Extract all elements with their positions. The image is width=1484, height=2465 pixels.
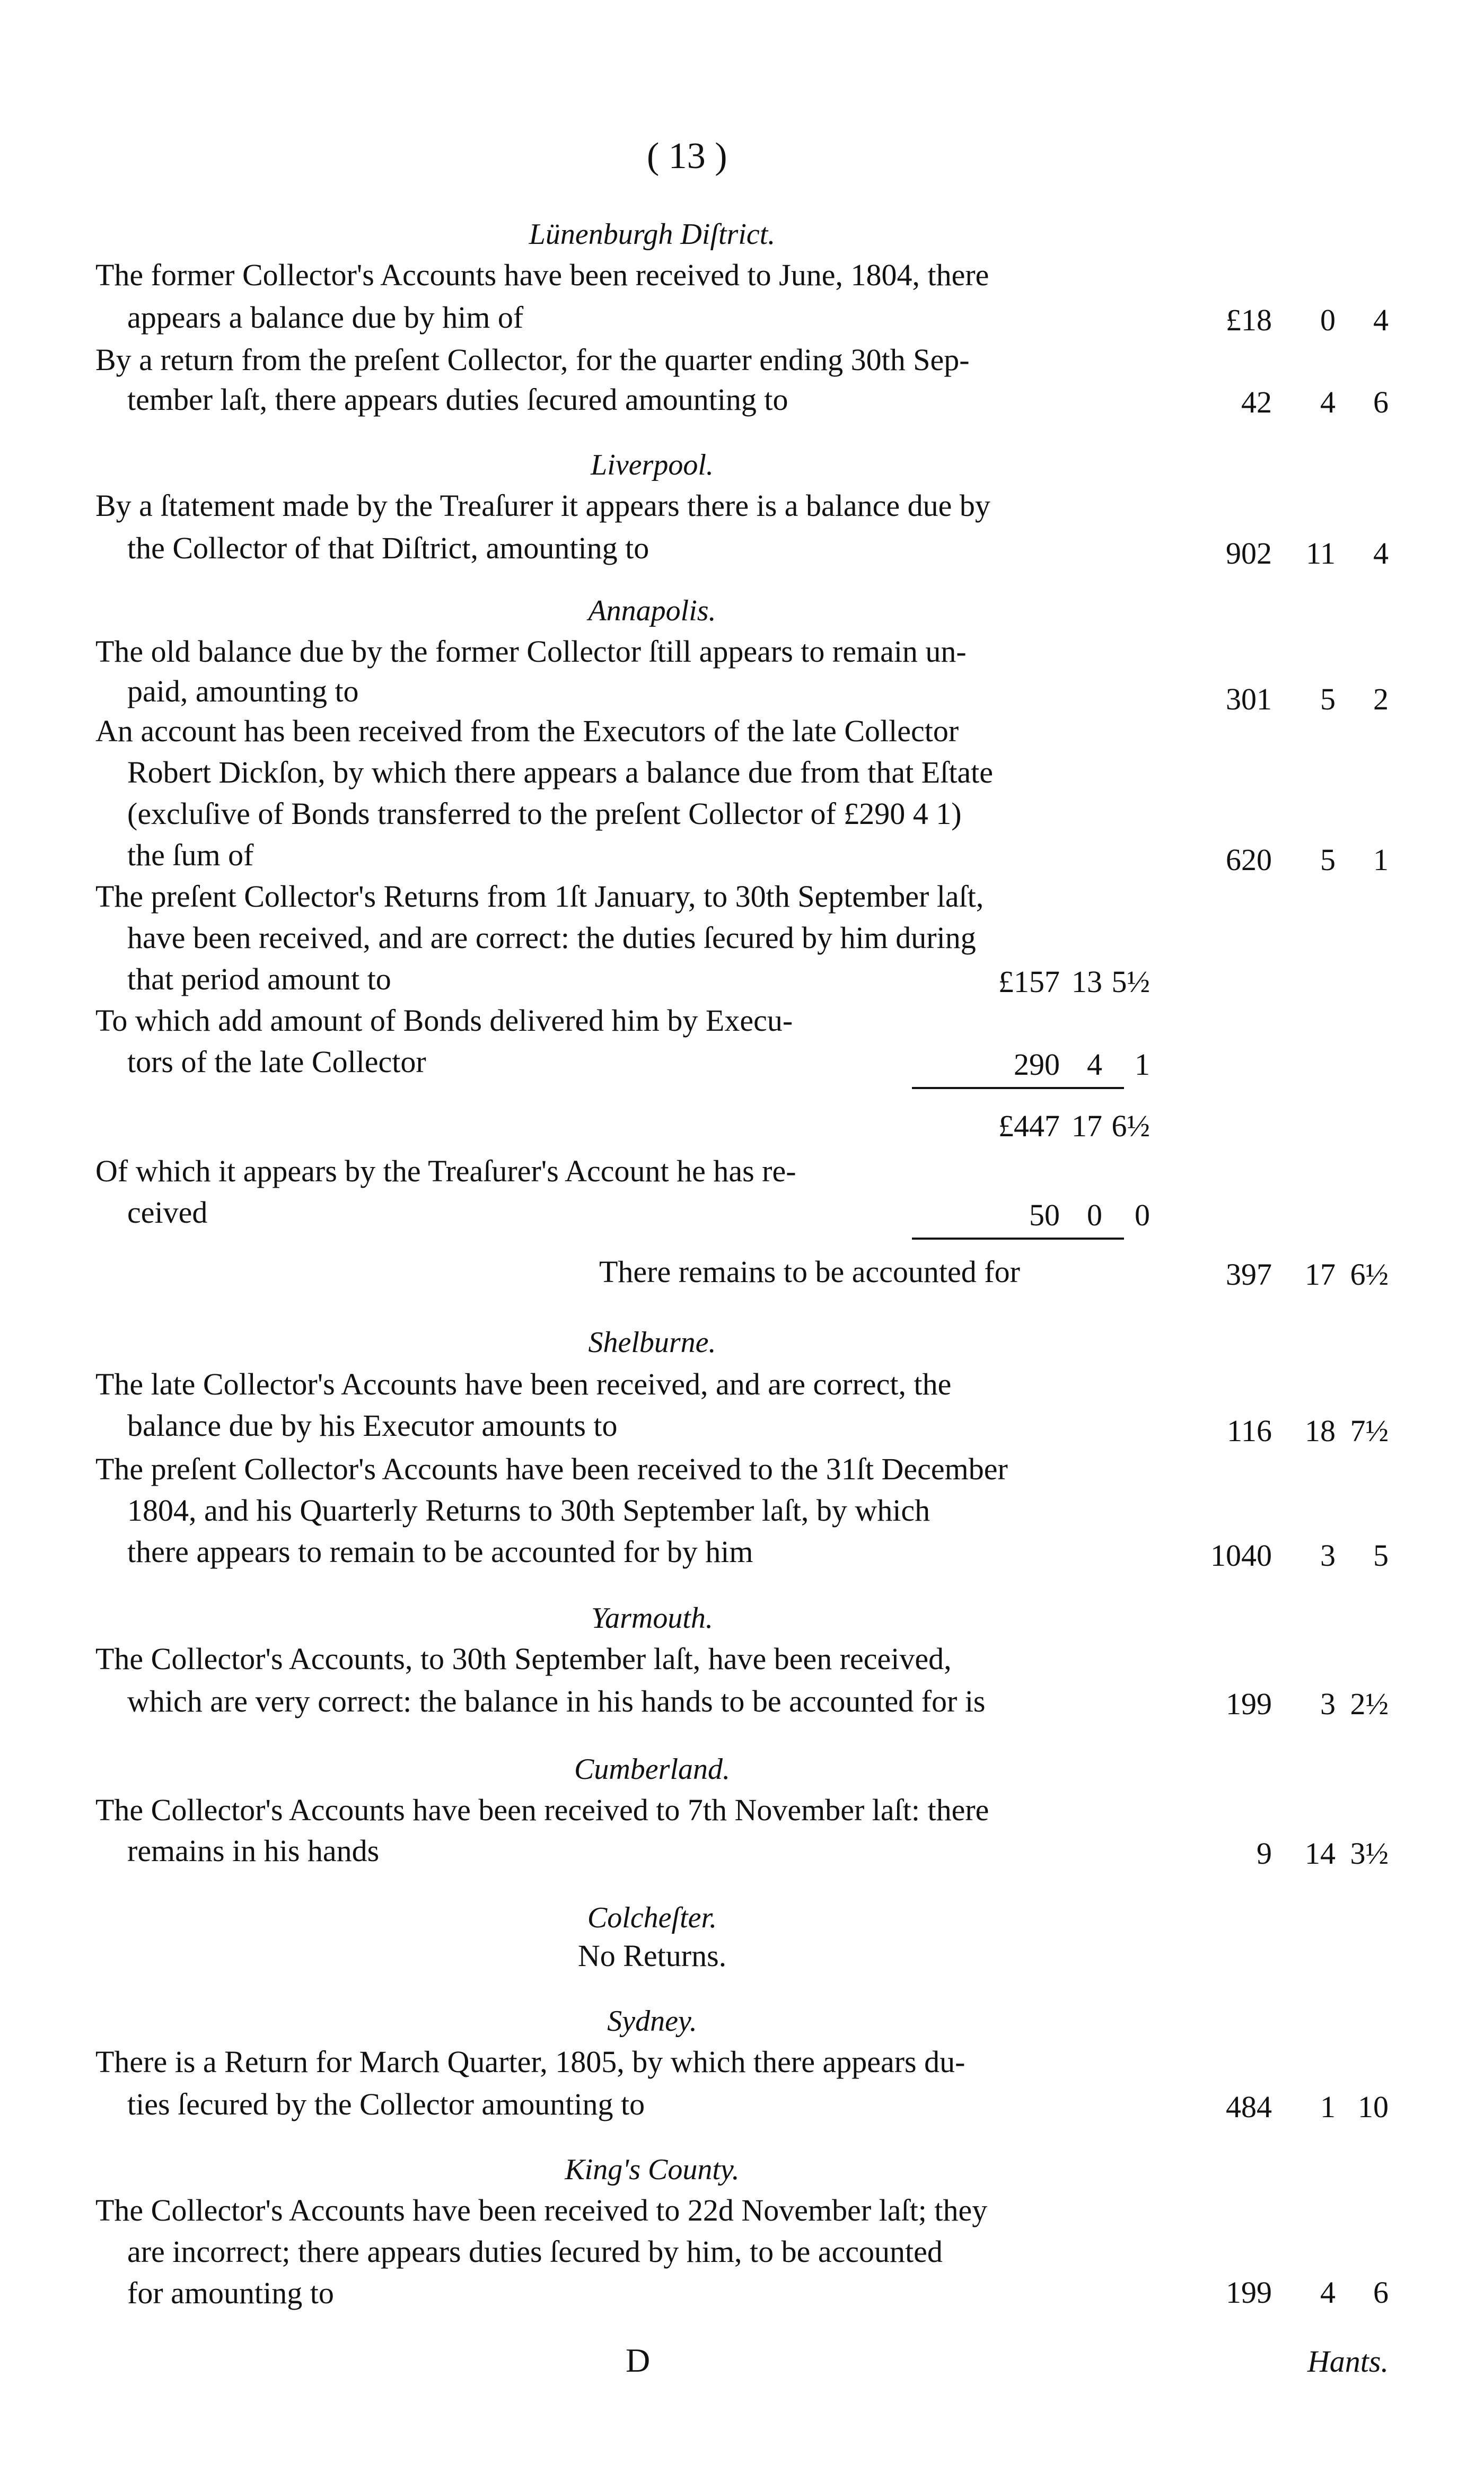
amount-shillings: 14 xyxy=(1305,1836,1336,1871)
annapolis-p4-line1: To which add amount of Bonds delivered him by Execu- xyxy=(95,1003,793,1038)
remains-shillings: 17 xyxy=(1305,1257,1336,1292)
inner-amount-pence: 5½ xyxy=(1111,964,1150,999)
inner-amount-shillings: 13 xyxy=(1072,964,1102,999)
annapolis-p1-line2: paid, amounting to xyxy=(127,674,359,708)
amount-pounds: 1040 xyxy=(1210,1538,1272,1573)
amount-pence: 2 xyxy=(1373,682,1389,716)
kings-county-p1-line2: are incorrect; there appears duties ſecured by him, to be accounted xyxy=(127,2234,943,2269)
amount-pence: 1 xyxy=(1373,843,1389,877)
annapolis-p5-line1: Of which it appears by the Treaſurer's Account he has re- xyxy=(95,1154,796,1188)
amount-pounds: 9 xyxy=(1257,1836,1272,1871)
amount-pounds: 301 xyxy=(1226,682,1272,716)
liverpool-p1-line1: By a ſtatement made by the Treaſurer it appears there is a balance due by xyxy=(95,488,990,523)
amount-shillings: 3 xyxy=(1320,1687,1336,1721)
annapolis-p2-line3: (excluſive of Bonds transferred to the preſent Collector of £290 4 1) xyxy=(127,796,962,831)
amount-pence: 4 xyxy=(1373,536,1389,571)
signature-mark: D xyxy=(626,2341,651,2379)
heading-yarmouth: Yarmouth. xyxy=(591,1602,713,1635)
heading-lunenburgh: Lünenburgh Diſtrict. xyxy=(529,218,776,251)
liverpool-p1-line2: the Collector of that Diſtrict, amounting to xyxy=(127,531,649,565)
amount-shillings: 1 xyxy=(1320,2090,1336,2124)
sydney-p1-line2: ties ſecured by the Collector amounting to xyxy=(127,2087,645,2121)
amount-shillings: 11 xyxy=(1306,536,1336,571)
annapolis-p5-line2: ceived xyxy=(127,1195,208,1230)
amount-shillings: 3 xyxy=(1320,1538,1336,1573)
annapolis-p3-line2: have been received, and are correct: the duties ſecured by him during xyxy=(127,920,976,955)
heading-sydney: Sydney. xyxy=(607,2005,697,2038)
inner-amount-pence: 1 xyxy=(1135,1047,1150,1082)
amount-shillings: 5 xyxy=(1320,843,1336,877)
amount-pence: 10 xyxy=(1358,2090,1389,2124)
amount-pounds: 902 xyxy=(1226,536,1272,571)
amount-pounds: 484 xyxy=(1226,2090,1272,2124)
amount-shillings: 4 xyxy=(1320,2275,1336,2310)
amount-pence: 2½ xyxy=(1350,1687,1389,1721)
inner-amount-pounds: 290 xyxy=(1014,1047,1060,1082)
cumberland-p1-line2: remains in his hands xyxy=(127,1834,380,1868)
inner-amount-pence: 0 xyxy=(1135,1198,1150,1232)
amount-pounds: 620 xyxy=(1226,843,1272,877)
amount-shillings: 18 xyxy=(1305,1414,1336,1448)
lunenburgh-p2-line1: By a return from the preſent Collector, for the quarter ending 30th Sep- xyxy=(95,343,970,377)
shelburne-p1-line2: balance due by his Executor amounts to xyxy=(127,1408,618,1443)
amount-pence: 4 xyxy=(1373,303,1389,337)
kings-county-p1-line1: The Collector's Accounts have been received to 22d November laſt; they xyxy=(95,2193,988,2227)
amount-pounds: 116 xyxy=(1227,1414,1272,1448)
subtotal-pence: 6½ xyxy=(1111,1109,1150,1143)
page-number: ( 13 ) xyxy=(647,136,727,177)
annapolis-p2-line1: An account has been received from the Executors of the late Collector xyxy=(95,714,959,748)
inner-amount-pounds: 50 xyxy=(1029,1198,1060,1232)
amount-pence: 7½ xyxy=(1350,1414,1389,1448)
annapolis-p2-line2: Robert Dickſon, by which there appears a balance due from that Eſtate xyxy=(127,755,994,789)
shelburne-p2-line3: there appears to remain to be accounted for by him xyxy=(127,1534,753,1569)
amount-pence: 3½ xyxy=(1350,1836,1389,1871)
subtotal-rule xyxy=(912,1087,1124,1089)
catchword: Hants. xyxy=(1307,2344,1389,2379)
heading-colchester: Colcheſter. xyxy=(587,1901,717,1934)
amount-pounds: 42 xyxy=(1241,385,1272,419)
amount-pence: 6 xyxy=(1373,385,1389,419)
lunenburgh-p1-line1: The former Collector's Accounts have been received to June, 1804, there xyxy=(95,258,989,292)
lunenburgh-p1-line2: appears a balance due by him of xyxy=(127,300,524,335)
amount-pounds: 199 xyxy=(1226,1687,1272,1721)
remains-pounds: 397 xyxy=(1226,1257,1272,1292)
yarmouth-p1-line1: The Collector's Accounts, to 30th September laſt, have been received, xyxy=(95,1642,952,1676)
heading-kings-county: King's County. xyxy=(565,2153,740,2186)
remains-pence: 6½ xyxy=(1350,1257,1389,1292)
heading-cumberland: Cumberland. xyxy=(574,1753,730,1786)
heading-shelburne: Shelburne. xyxy=(588,1326,716,1359)
kings-county-p1-line3: for amounting to xyxy=(127,2276,334,2310)
shelburne-p2-line2: 1804, and his Quarterly Returns to 30th September laſt, by which xyxy=(127,1493,930,1528)
annapolis-p1-line1: The old balance due by the former Collector ſtill appears to remain un- xyxy=(95,634,967,669)
annapolis-p3-line1: The preſent Collector's Returns from 1ſt January, to 30th September laſt, xyxy=(95,879,984,914)
remains-label: There remains to be accounted for xyxy=(599,1255,1020,1289)
yarmouth-p1-line2: which are very correct: the balance in his hands to be accounted for is xyxy=(127,1684,986,1718)
heading-annapolis: Annapolis. xyxy=(588,594,716,627)
annapolis-p4-line2: tors of the late Collector xyxy=(127,1045,426,1079)
amount-shillings: 5 xyxy=(1320,682,1336,716)
inner-amount-shillings: 0 xyxy=(1087,1198,1102,1232)
inner-amount-shillings: 4 xyxy=(1087,1047,1102,1082)
heading-liverpool: Liverpool. xyxy=(591,449,714,481)
colchester-note: No Returns. xyxy=(577,1938,727,1973)
total-rule xyxy=(912,1238,1124,1240)
annapolis-p2-line4: the ſum of xyxy=(127,838,254,872)
amount-pence: 6 xyxy=(1373,2275,1389,2310)
sydney-p1-line1: There is a Return for March Quarter, 1805, by which there appears du- xyxy=(95,2045,965,2079)
subtotal-shillings: 17 xyxy=(1072,1109,1102,1143)
cumberland-p1-line1: The Collector's Accounts have been received to 7th November laſt: there xyxy=(95,1793,989,1827)
shelburne-p1-line1: The late Collector's Accounts have been received, and are correct, the xyxy=(95,1367,952,1401)
amount-shillings: 4 xyxy=(1320,385,1336,419)
amount-pence: 5 xyxy=(1373,1538,1389,1573)
amount-pounds: £18 xyxy=(1226,303,1272,337)
lunenburgh-p2-line2: tember laſt, there appears duties ſecured amounting to xyxy=(127,382,788,417)
amount-pounds: 199 xyxy=(1226,2275,1272,2310)
inner-amount-pounds: £157 xyxy=(998,964,1060,999)
shelburne-p2-line1: The preſent Collector's Accounts have been received to the 31ſt December xyxy=(95,1452,1008,1486)
amount-shillings: 0 xyxy=(1320,303,1336,337)
annapolis-p3-line3: that period amount to xyxy=(127,962,391,996)
subtotal-pounds: £447 xyxy=(998,1109,1060,1143)
